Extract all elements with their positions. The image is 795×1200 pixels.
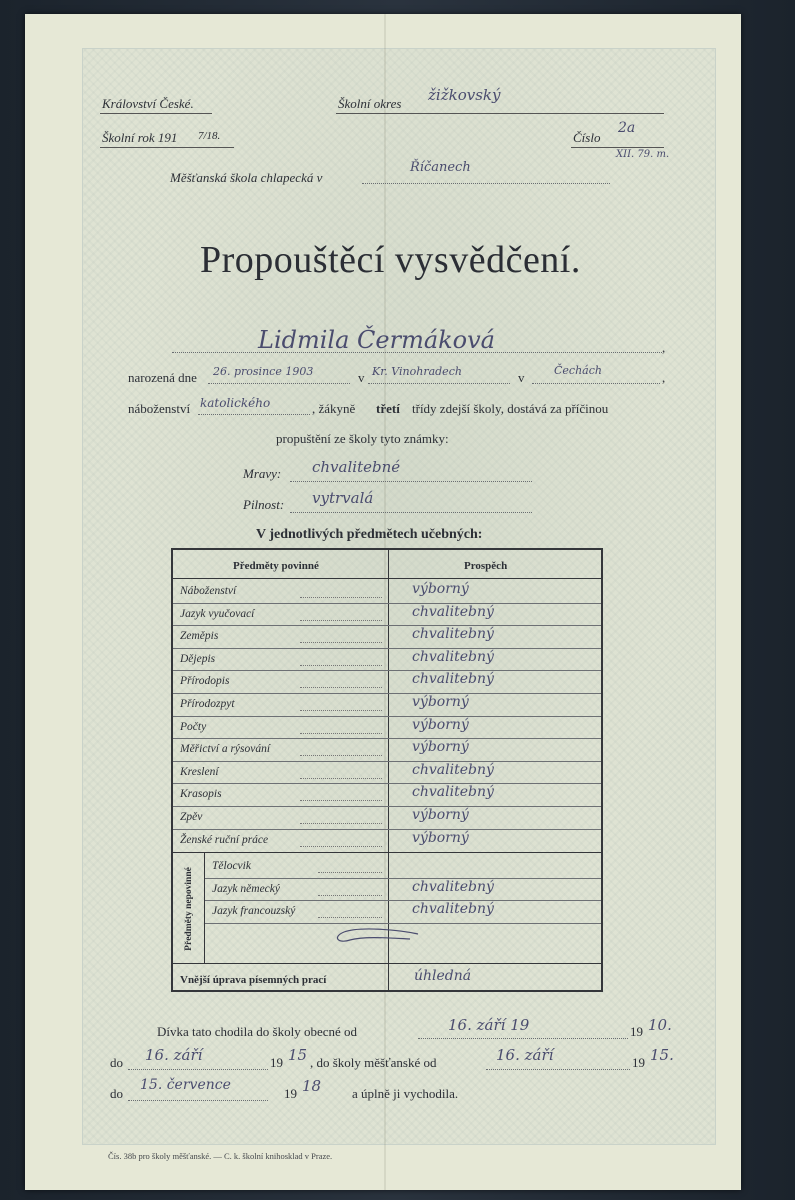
attendance-line2-text: , do školy měšťanské od — [310, 1055, 437, 1070]
reference-number: XII. 79. m. — [616, 149, 670, 160]
diligence-value: vytrvalá — [312, 489, 374, 507]
table-row-subject: Přírodozpyt — [180, 698, 235, 710]
table-row-divider — [173, 761, 601, 762]
religion-label: náboženství — [128, 401, 191, 416]
attendance-line2-dotline — [128, 1069, 268, 1070]
table-row-divider — [173, 716, 601, 717]
table-row-subject: Krasopis — [180, 788, 222, 801]
table-row-leader-dots — [300, 733, 382, 734]
attendance-line2-date2: 16. září — [496, 1046, 554, 1064]
in-label-2: v — [518, 370, 525, 385]
table-row-leader-dots — [300, 846, 382, 847]
table-row-leader-dots — [300, 710, 382, 711]
number-label: Číslo — [573, 130, 601, 145]
statement-3: propuštění ze školy tyto známky: — [276, 431, 449, 446]
table-row-subject: Jazyk vyučovací — [180, 607, 255, 620]
student-name-dotline — [172, 352, 662, 353]
presentation-value: úhledná — [414, 968, 472, 984]
number-underline — [571, 147, 664, 148]
conduct-dotline — [290, 481, 532, 482]
empty-row-flourish — [330, 924, 420, 950]
attendance-line1-text: Dívka tato chodila do školy obecné od — [157, 1024, 358, 1039]
table-row-leader-dots — [300, 597, 382, 598]
attendance-line3-text: a úplně ji vychodila. — [352, 1086, 459, 1101]
name-comma: , — [662, 340, 666, 355]
optional-row-leader-dots — [318, 872, 382, 873]
attendance-line1-year: 10. — [648, 1016, 672, 1034]
table-row-grade: chvalitebný — [412, 626, 494, 643]
attendance-line3-year: 18 — [302, 1077, 322, 1095]
district-underline — [336, 113, 664, 114]
table-row-leader-dots — [300, 823, 382, 824]
district-label: Školní okres — [338, 96, 402, 111]
table-row-divider — [173, 738, 601, 739]
table-row-grade: výborný — [412, 716, 469, 733]
born-comma: , — [662, 370, 666, 385]
table-row-leader-dots — [300, 778, 382, 779]
table-row-divider — [173, 625, 601, 626]
table-row-subject: Kreslení — [180, 765, 219, 778]
optional-row-subject: Jazyk německý — [212, 882, 280, 895]
table-row-grade: výborný — [412, 739, 469, 756]
optional-row-grade: chvalitebný — [412, 901, 494, 917]
table-row-divider — [173, 829, 601, 830]
student-name: Lidmila Čermáková — [258, 326, 495, 354]
conduct-value: chvalitebné — [312, 458, 401, 476]
attendance-line2-year2: 15. — [650, 1046, 674, 1064]
attendance-line2-date: 16. září — [145, 1046, 203, 1064]
optional-divider — [173, 852, 601, 853]
table-row-grade: chvalitebný — [412, 648, 494, 665]
conduct-label: Mravy: — [243, 466, 282, 481]
born-date: 26. prosince 1903 — [213, 365, 314, 378]
table-row-subject: Zpěv — [180, 811, 203, 823]
attendance-line2-to: do — [110, 1055, 123, 1070]
subjects-heading: V jednotlivých předmětech učebných: — [256, 527, 483, 542]
attendance-line2-year2-prefix: 19 — [632, 1055, 645, 1070]
table-row-subject: Náboženství — [180, 585, 237, 597]
attendance-line3-to: do — [110, 1086, 123, 1101]
optional-row-subject: Tělocvik — [212, 860, 251, 872]
born-land: Čechách — [554, 364, 602, 377]
attendance-line1-dotline — [418, 1038, 628, 1039]
printer-imprint: Čís. 38b pro školy měšťanské. — C. k. školní knihosklad v Praze. — [108, 1151, 333, 1161]
born-land-dotline — [532, 383, 660, 384]
table-row-grade: výborný — [412, 807, 469, 823]
optional-row-grade: chvalitebný — [412, 878, 494, 895]
table-row-subject: Zeměpis — [180, 630, 219, 643]
optional-row-leader-dots — [318, 895, 382, 896]
diligence-label: Pilnost: — [243, 497, 285, 512]
table-row-grade: výborný — [412, 694, 469, 710]
table-row-grade: chvalitebný — [412, 761, 494, 778]
school-place: Říčanech — [410, 160, 471, 175]
religion-dotline — [198, 414, 310, 415]
col-subject-header: Předměty povinné — [233, 560, 319, 572]
table-row-grade: chvalitebný — [412, 784, 494, 801]
religion-value: katolického — [200, 396, 271, 410]
class-word: třetí — [376, 401, 400, 416]
optional-row-leader-dots — [318, 917, 382, 918]
optional-row-divider — [205, 900, 601, 901]
optional-row-subject: Jazyk francouzský — [212, 905, 296, 917]
attendance-line3-dotline — [128, 1100, 268, 1101]
number-value: 2a — [618, 120, 636, 136]
school-year-value: 7/18. — [198, 130, 221, 142]
kingdom-underline — [100, 113, 212, 114]
born-date-dotline — [208, 383, 350, 384]
table-row-divider — [173, 603, 601, 604]
school-place-dotline — [362, 183, 610, 184]
table-row-divider — [173, 648, 601, 649]
attendance-line1-year-prefix: 19 — [630, 1024, 643, 1039]
statement-1: , žákyně — [312, 401, 356, 416]
table-row-grade: chvalitebný — [412, 671, 494, 688]
born-label: narozená dne — [128, 370, 197, 385]
header-divider — [173, 578, 601, 579]
page-title: Propouštěcí vysvědčení. — [200, 239, 581, 281]
district-value: žižkovský — [428, 86, 501, 104]
table-row-leader-dots — [300, 642, 382, 643]
table-row-divider — [173, 783, 601, 784]
table-row-subject: Přírodopis — [180, 675, 230, 688]
table-row-leader-dots — [300, 687, 382, 688]
table-row-subject: Dějepis — [180, 652, 216, 665]
table-row-leader-dots — [300, 755, 382, 756]
table-row-leader-dots — [300, 620, 382, 621]
born-place: Kr. Vinohradech — [372, 365, 462, 378]
statement-2: třídy zdejší školy, dostává za příčinou — [412, 401, 609, 416]
attendance-line2-year-prefix: 19 — [270, 1055, 283, 1070]
school-label: Měšťanská škola chlapecká v — [170, 170, 323, 185]
presentation-label: Vnější úprava písemných prací — [180, 974, 327, 986]
in-label-1: v — [358, 370, 365, 385]
attendance-line3-year-prefix: 19 — [284, 1086, 297, 1101]
table-row-subject: Ženské ruční práce — [180, 833, 269, 846]
table-row-divider — [173, 670, 601, 671]
table-row-leader-dots — [300, 665, 382, 666]
attendance-line1-date: 16. září 19 — [448, 1016, 530, 1034]
table-row-grade: výborný — [412, 581, 469, 597]
attendance-line2-dotline2 — [486, 1069, 630, 1070]
table-row-grade: výborný — [412, 829, 469, 846]
col-grade-header: Prospěch — [464, 560, 508, 572]
table-row-divider — [173, 806, 601, 807]
table-row-leader-dots — [300, 800, 382, 801]
school-year-label: Školní rok 191 — [102, 130, 178, 145]
attendance-line3-date: 15. července — [140, 1077, 231, 1093]
born-place-dotline — [368, 383, 510, 384]
kingdom-label: Království České. — [102, 96, 194, 111]
table-row-subject: Počty — [180, 720, 207, 733]
presentation-divider — [173, 963, 601, 964]
school-year-underline — [100, 147, 234, 148]
table-row-grade: chvalitebný — [412, 603, 494, 620]
optional-row-divider — [205, 878, 601, 879]
optional-label-divider — [204, 853, 205, 963]
diligence-dotline — [290, 512, 532, 513]
table-row-divider — [173, 693, 601, 694]
table-row-subject: Měřictví a rýsování — [180, 743, 271, 756]
attendance-line2-year: 15 — [288, 1046, 308, 1064]
optional-subjects-label: Předměty nepovinné — [184, 867, 194, 951]
